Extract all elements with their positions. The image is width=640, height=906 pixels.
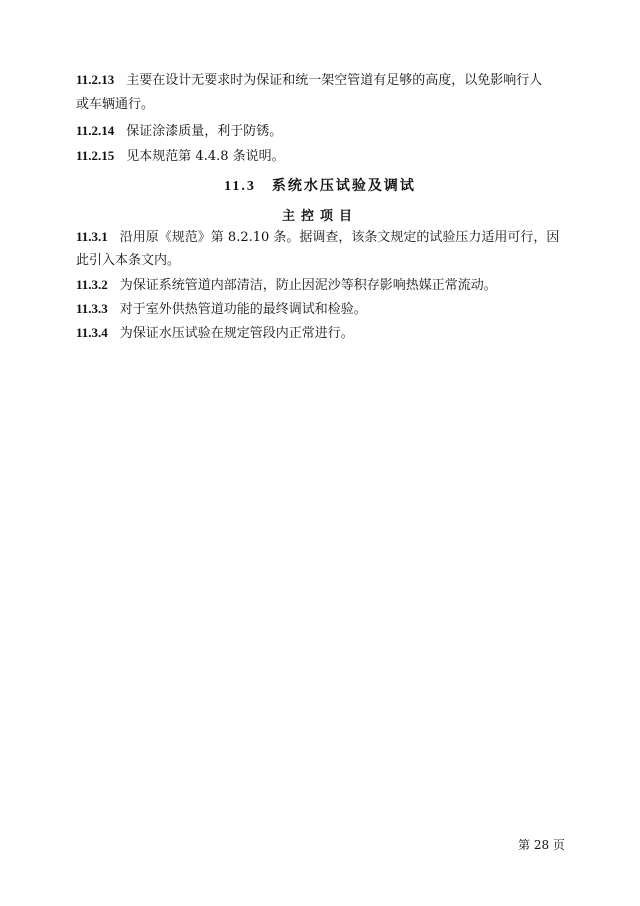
clause-text-continuation: 或车辆通行。: [76, 97, 155, 112]
clause-11-3-4: [76, 325, 354, 342]
clause-11-3-2: [76, 277, 497, 294]
clause-text: 对于室外供热管道功能的最终调试和检验。: [119, 302, 367, 317]
clause-11-2-15: [76, 148, 285, 165]
clause-text: 主要在设计无要求时为保证和统一架空管道有足够的高度，以免影响行人: [126, 73, 543, 88]
clause-text-continuation: 此引入本条文内。: [76, 253, 181, 268]
clause-text: 为保证系统管道内部清洁，防止因泥沙等积存影响热媒正常流动。: [119, 278, 497, 293]
clause-11-3-1: [76, 229, 559, 246]
clause-number: 11.3.1: [76, 229, 108, 244]
clause-number: 11.2.13: [76, 72, 115, 87]
clause-11-2-13: [76, 72, 542, 89]
clause-number: 11.2.15: [76, 148, 115, 163]
subsection-title: 主控项目: [281, 209, 358, 224]
clause-text: 沿用原《规范》第 8.2.10 条。据调查，该条文规定的试验压力适用可行，因: [119, 230, 560, 245]
clause-11-3-3: [76, 301, 367, 318]
clause-11-2-13-continuation: [76, 97, 154, 113]
section-number: 11.3: [224, 179, 256, 194]
clause-11-2-14: [76, 123, 282, 140]
clause-text: 见本规范第 4.4.8 条说明。: [126, 149, 285, 164]
page-number: 第 28 页: [518, 838, 565, 852]
clause-text: 为保证水压试验在规定管段内正常进行。: [119, 326, 354, 341]
section-title-text: 系统水压试验及调试: [271, 178, 416, 194]
clause-11-3-1-continuation: [76, 253, 180, 269]
clause-text: 保证涂漆质量，利于防锈。: [126, 124, 283, 139]
clause-number: 11.3.4: [76, 325, 108, 340]
section-title: [0, 175, 640, 195]
clause-number: 11.3.3: [76, 301, 108, 316]
clause-number: 11.2.14: [76, 123, 115, 138]
clause-number: 11.3.2: [76, 277, 108, 292]
